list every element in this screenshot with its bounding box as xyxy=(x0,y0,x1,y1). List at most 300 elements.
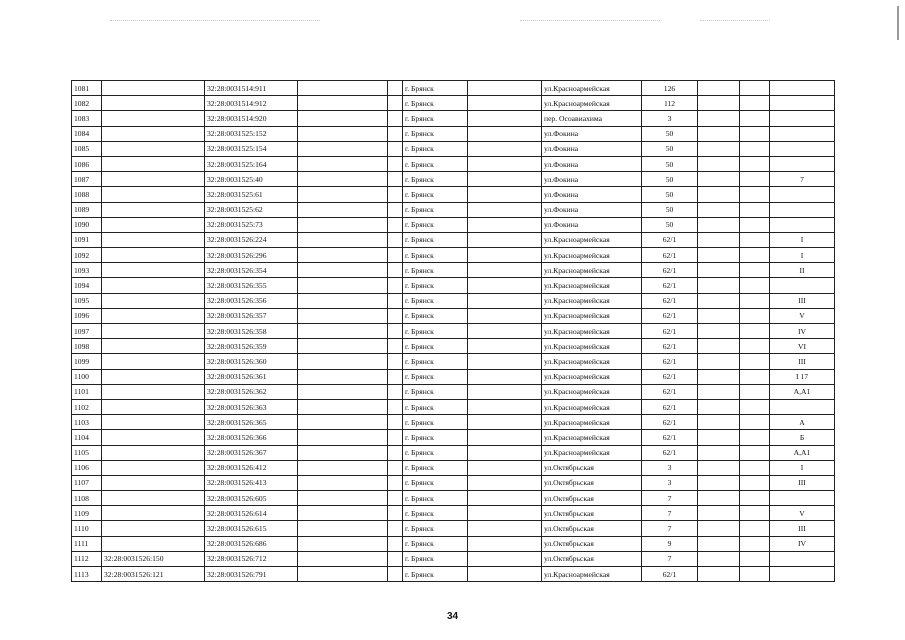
table-row xyxy=(72,430,835,445)
cell-empty xyxy=(298,567,388,582)
cell-empty xyxy=(698,293,740,308)
cell-cadastral-number: 32:28:0031526:354 xyxy=(205,263,298,278)
cell-building-letter xyxy=(770,81,835,96)
cell-empty xyxy=(698,263,740,278)
cell-building-letter xyxy=(770,141,835,156)
cell-empty xyxy=(298,217,388,232)
cell-house-number: 3 xyxy=(642,460,698,475)
cell-house-number: 62/1 xyxy=(642,278,698,293)
cell-empty xyxy=(740,126,770,141)
cell-street: ул.Фокина xyxy=(542,141,642,156)
cell-empty xyxy=(298,81,388,96)
cell-building-letter: А,А1 xyxy=(770,384,835,399)
table-row xyxy=(72,536,835,551)
cell-cadastral-number: 32:28:0031526:362 xyxy=(205,384,298,399)
cell-empty xyxy=(388,308,403,323)
cell-cadastral-number: 32:28:0031525:62 xyxy=(205,202,298,217)
cell-street: ул.Красноармейская xyxy=(542,430,642,445)
cell-building-letter: III xyxy=(770,475,835,490)
cell-empty xyxy=(740,202,770,217)
cell-cadastral-number: 32:28:0031525:154 xyxy=(205,141,298,156)
cell-previous-cadastral-number xyxy=(102,126,205,141)
cell-empty xyxy=(388,551,403,566)
cell-empty xyxy=(388,369,403,384)
cell-empty xyxy=(298,156,388,171)
cell-city: г. Брянск xyxy=(403,111,468,126)
cell-empty xyxy=(698,339,740,354)
cell-city: г. Брянск xyxy=(403,551,468,566)
cell-empty xyxy=(388,415,403,430)
cell-record-number: 1081 xyxy=(72,81,102,96)
cell-cadastral-number: 32:28:0031526:356 xyxy=(205,293,298,308)
cell-empty xyxy=(388,248,403,263)
cell-empty xyxy=(468,232,542,247)
cell-empty xyxy=(388,475,403,490)
cell-cadastral-number: 32:28:0031526:360 xyxy=(205,354,298,369)
cell-previous-cadastral-number xyxy=(102,156,205,171)
cell-house-number: 112 xyxy=(642,96,698,111)
cell-house-number: 62/1 xyxy=(642,369,698,384)
cell-city: г. Брянск xyxy=(403,369,468,384)
cell-empty xyxy=(468,111,542,126)
cell-street: ул.Красноармейская xyxy=(542,96,642,111)
cell-empty xyxy=(298,460,388,475)
cell-house-number: 50 xyxy=(642,172,698,187)
cell-record-number: 1102 xyxy=(72,399,102,414)
table-row xyxy=(72,263,835,278)
cell-street: ул.Красноармейская xyxy=(542,278,642,293)
cell-city: г. Брянск xyxy=(403,156,468,171)
property-registry-table xyxy=(71,80,835,582)
scan-noise xyxy=(520,20,660,22)
cell-empty xyxy=(298,96,388,111)
cell-previous-cadastral-number xyxy=(102,354,205,369)
table-row xyxy=(72,475,835,490)
cell-cadastral-number: 32:28:0031526:363 xyxy=(205,399,298,414)
cell-empty xyxy=(388,506,403,521)
cell-cadastral-number: 32:28:0031525:40 xyxy=(205,172,298,187)
cell-cadastral-number: 32:28:0031526:361 xyxy=(205,369,298,384)
cell-empty xyxy=(740,111,770,126)
cell-empty xyxy=(468,567,542,582)
cell-empty xyxy=(740,506,770,521)
cell-empty xyxy=(740,460,770,475)
cell-empty xyxy=(698,248,740,263)
cell-empty xyxy=(740,81,770,96)
cell-street: ул.Красноармейская xyxy=(542,384,642,399)
cell-building-letter xyxy=(770,567,835,582)
cell-street: ул.Красноармейская xyxy=(542,399,642,414)
cell-record-number: 1084 xyxy=(72,126,102,141)
cell-empty xyxy=(468,399,542,414)
cell-cadastral-number: 32:28:0031526:296 xyxy=(205,248,298,263)
cell-empty xyxy=(468,369,542,384)
cell-street: ул.Красноармейская xyxy=(542,354,642,369)
cell-empty xyxy=(298,293,388,308)
cell-street: ул.Красноармейская xyxy=(542,339,642,354)
cell-house-number: 62/1 xyxy=(642,324,698,339)
cell-empty xyxy=(388,354,403,369)
cell-cadastral-number: 32:28:0031526:366 xyxy=(205,430,298,445)
cell-previous-cadastral-number xyxy=(102,460,205,475)
cell-house-number: 7 xyxy=(642,491,698,506)
table-row xyxy=(72,141,835,156)
cell-record-number: 1099 xyxy=(72,354,102,369)
cell-city: г. Брянск xyxy=(403,521,468,536)
cell-empty xyxy=(468,536,542,551)
cell-empty xyxy=(740,172,770,187)
cell-house-number: 62/1 xyxy=(642,415,698,430)
cell-empty xyxy=(468,324,542,339)
cell-record-number: 1103 xyxy=(72,415,102,430)
cell-house-number: 62/1 xyxy=(642,567,698,582)
page-number: 34 xyxy=(446,611,459,622)
cell-building-letter: Б xyxy=(770,430,835,445)
cell-empty xyxy=(388,96,403,111)
cell-street: ул.Красноармейская xyxy=(542,232,642,247)
cell-empty xyxy=(388,339,403,354)
cell-building-letter: V xyxy=(770,308,835,323)
cell-street: ул.Красноармейская xyxy=(542,369,642,384)
cell-cadastral-number: 32:28:0031526:605 xyxy=(205,491,298,506)
cell-empty xyxy=(698,202,740,217)
cell-street: ул.Красноармейская xyxy=(542,248,642,263)
cell-street: ул.Октябрьская xyxy=(542,521,642,536)
cell-empty xyxy=(298,263,388,278)
cell-empty xyxy=(698,156,740,171)
cell-empty xyxy=(298,354,388,369)
cell-empty xyxy=(740,430,770,445)
cell-record-number: 1093 xyxy=(72,263,102,278)
cell-empty xyxy=(298,384,388,399)
cell-house-number: 7 xyxy=(642,551,698,566)
cell-cadastral-number: 32:28:0031526:712 xyxy=(205,551,298,566)
cell-empty xyxy=(468,460,542,475)
cell-city: г. Брянск xyxy=(403,354,468,369)
cell-empty xyxy=(698,551,740,566)
cell-empty xyxy=(698,354,740,369)
cell-record-number: 1085 xyxy=(72,141,102,156)
cell-record-number: 1091 xyxy=(72,232,102,247)
cell-building-letter xyxy=(770,551,835,566)
cell-record-number: 1097 xyxy=(72,324,102,339)
table-row xyxy=(72,232,835,247)
cell-empty xyxy=(740,324,770,339)
cell-city: г. Брянск xyxy=(403,460,468,475)
cell-previous-cadastral-number xyxy=(102,324,205,339)
cell-empty xyxy=(388,567,403,582)
cell-empty xyxy=(468,217,542,232)
cell-city: г. Брянск xyxy=(403,232,468,247)
cell-previous-cadastral-number xyxy=(102,81,205,96)
cell-empty xyxy=(740,384,770,399)
cell-cadastral-number: 32:28:0031526:614 xyxy=(205,506,298,521)
cell-previous-cadastral-number xyxy=(102,232,205,247)
cell-empty xyxy=(698,126,740,141)
cell-empty xyxy=(740,308,770,323)
cell-cadastral-number: 32:28:0031514:912 xyxy=(205,96,298,111)
cell-empty xyxy=(698,415,740,430)
cell-empty xyxy=(698,278,740,293)
cell-building-letter xyxy=(770,399,835,414)
cell-empty xyxy=(468,81,542,96)
cell-empty xyxy=(468,521,542,536)
cell-building-letter xyxy=(770,126,835,141)
cell-empty xyxy=(298,415,388,430)
cell-empty xyxy=(298,126,388,141)
cell-house-number: 62/1 xyxy=(642,399,698,414)
table-row xyxy=(72,172,835,187)
cell-empty xyxy=(740,339,770,354)
cell-empty xyxy=(698,536,740,551)
cell-street: ул.Красноармейская xyxy=(542,445,642,460)
cell-building-letter xyxy=(770,156,835,171)
cell-street: ул.Октябрьская xyxy=(542,506,642,521)
table-row xyxy=(72,248,835,263)
cell-street: ул.Октябрьская xyxy=(542,536,642,551)
cell-empty xyxy=(468,384,542,399)
cell-previous-cadastral-number xyxy=(102,293,205,308)
cell-house-number: 9 xyxy=(642,536,698,551)
cell-city: г. Брянск xyxy=(403,384,468,399)
cell-city: г. Брянск xyxy=(403,415,468,430)
cell-building-letter: III xyxy=(770,521,835,536)
cell-city: г. Брянск xyxy=(403,399,468,414)
cell-empty xyxy=(298,278,388,293)
table-row xyxy=(72,111,835,126)
cell-previous-cadastral-number xyxy=(102,263,205,278)
table-row xyxy=(72,445,835,460)
cell-cadastral-number: 32:28:0031526:412 xyxy=(205,460,298,475)
table-row xyxy=(72,187,835,202)
cell-house-number: 62/1 xyxy=(642,354,698,369)
cell-city: г. Брянск xyxy=(403,339,468,354)
cell-empty xyxy=(468,293,542,308)
cell-street: ул.Красноармейская xyxy=(542,567,642,582)
cell-city: г. Брянск xyxy=(403,187,468,202)
cell-empty xyxy=(388,263,403,278)
cell-empty xyxy=(468,172,542,187)
cell-previous-cadastral-number xyxy=(102,399,205,414)
cell-empty xyxy=(698,506,740,521)
table-row xyxy=(72,308,835,323)
cell-empty xyxy=(468,475,542,490)
table-row xyxy=(72,293,835,308)
cell-previous-cadastral-number xyxy=(102,202,205,217)
cell-empty xyxy=(388,217,403,232)
cell-previous-cadastral-number xyxy=(102,506,205,521)
cell-city: г. Брянск xyxy=(403,217,468,232)
cell-empty xyxy=(298,324,388,339)
cell-empty xyxy=(740,263,770,278)
table-row xyxy=(72,96,835,111)
cell-empty xyxy=(388,111,403,126)
cell-street: ул.Красноармейская xyxy=(542,324,642,339)
cell-empty xyxy=(740,399,770,414)
table-row xyxy=(72,217,835,232)
cell-empty xyxy=(740,187,770,202)
cell-empty xyxy=(298,172,388,187)
cell-previous-cadastral-number xyxy=(102,308,205,323)
cell-cadastral-number: 32:28:0031526:365 xyxy=(205,415,298,430)
cell-city: г. Брянск xyxy=(403,126,468,141)
cell-cadastral-number: 32:28:0031526:615 xyxy=(205,521,298,536)
cell-empty xyxy=(298,111,388,126)
cell-empty xyxy=(298,491,388,506)
cell-empty xyxy=(468,187,542,202)
cell-house-number: 50 xyxy=(642,126,698,141)
cell-empty xyxy=(468,339,542,354)
table-row xyxy=(72,506,835,521)
cell-record-number: 1108 xyxy=(72,491,102,506)
table-row xyxy=(72,354,835,369)
scan-noise xyxy=(700,20,770,22)
cell-empty xyxy=(468,354,542,369)
cell-empty xyxy=(740,293,770,308)
table-row xyxy=(72,324,835,339)
cell-empty xyxy=(698,324,740,339)
cell-record-number: 1110 xyxy=(72,521,102,536)
cell-empty xyxy=(698,111,740,126)
cell-house-number: 3 xyxy=(642,111,698,126)
cell-building-letter: IV xyxy=(770,324,835,339)
cell-cadastral-number: 32:28:0031526:358 xyxy=(205,324,298,339)
cell-street: ул.Фокина xyxy=(542,172,642,187)
cell-empty xyxy=(740,96,770,111)
cell-building-letter: II xyxy=(770,263,835,278)
cell-house-number: 50 xyxy=(642,187,698,202)
cell-empty xyxy=(740,521,770,536)
cell-city: г. Брянск xyxy=(403,172,468,187)
cell-city: г. Брянск xyxy=(403,248,468,263)
cell-previous-cadastral-number xyxy=(102,187,205,202)
cell-street: пер. Осоавиахима xyxy=(542,111,642,126)
cell-previous-cadastral-number xyxy=(102,339,205,354)
cell-cadastral-number: 32:28:0031526:791 xyxy=(205,567,298,582)
cell-empty xyxy=(698,308,740,323)
cell-empty xyxy=(740,415,770,430)
cell-street: ул.Октябрьская xyxy=(542,551,642,566)
cell-cadastral-number: 32:28:0031526:224 xyxy=(205,232,298,247)
cell-empty xyxy=(298,248,388,263)
cell-empty xyxy=(468,141,542,156)
cell-city: г. Брянск xyxy=(403,308,468,323)
cell-empty xyxy=(468,445,542,460)
cell-record-number: 1089 xyxy=(72,202,102,217)
cell-building-letter: I xyxy=(770,248,835,263)
cell-empty xyxy=(468,278,542,293)
cell-empty xyxy=(698,187,740,202)
cell-record-number: 1083 xyxy=(72,111,102,126)
cell-city: г. Брянск xyxy=(403,81,468,96)
cell-empty xyxy=(388,141,403,156)
cell-street: ул.Фокина xyxy=(542,187,642,202)
cell-empty xyxy=(740,536,770,551)
cell-previous-cadastral-number xyxy=(102,384,205,399)
cell-empty xyxy=(698,384,740,399)
cell-record-number: 1087 xyxy=(72,172,102,187)
cell-empty xyxy=(388,293,403,308)
cell-record-number: 1090 xyxy=(72,217,102,232)
cell-house-number: 62/1 xyxy=(642,339,698,354)
table-row xyxy=(72,156,835,171)
cell-empty xyxy=(388,460,403,475)
cell-record-number: 1086 xyxy=(72,156,102,171)
table-row xyxy=(72,126,835,141)
cell-cadastral-number: 32:28:0031526:355 xyxy=(205,278,298,293)
cell-empty xyxy=(740,475,770,490)
cell-empty xyxy=(298,551,388,566)
cell-empty xyxy=(388,430,403,445)
cell-house-number: 62/1 xyxy=(642,232,698,247)
cell-empty xyxy=(298,536,388,551)
cell-empty xyxy=(468,96,542,111)
cell-building-letter: А xyxy=(770,415,835,430)
cell-house-number: 50 xyxy=(642,141,698,156)
cell-empty xyxy=(388,81,403,96)
cell-empty xyxy=(468,248,542,263)
cell-empty xyxy=(468,551,542,566)
cell-cadastral-number: 32:28:0031514:920 xyxy=(205,111,298,126)
cell-house-number: 62/1 xyxy=(642,293,698,308)
cell-city: г. Брянск xyxy=(403,506,468,521)
cell-record-number: 1100 xyxy=(72,369,102,384)
cell-building-letter: I 17 xyxy=(770,369,835,384)
cell-building-letter xyxy=(770,202,835,217)
cell-record-number: 1092 xyxy=(72,248,102,263)
cell-building-letter xyxy=(770,491,835,506)
cell-building-letter: III xyxy=(770,354,835,369)
cell-house-number: 50 xyxy=(642,202,698,217)
cell-record-number: 1105 xyxy=(72,445,102,460)
cell-previous-cadastral-number xyxy=(102,111,205,126)
cell-record-number: 1096 xyxy=(72,308,102,323)
cell-house-number: 62/1 xyxy=(642,384,698,399)
cell-empty xyxy=(388,399,403,414)
cell-cadastral-number: 32:28:0031525:73 xyxy=(205,217,298,232)
cell-street: ул.Октябрьская xyxy=(542,491,642,506)
cell-previous-cadastral-number xyxy=(102,141,205,156)
cell-house-number: 62/1 xyxy=(642,445,698,460)
cell-street: ул.Красноармейская xyxy=(542,81,642,96)
cell-cadastral-number: 32:28:0031525:152 xyxy=(205,126,298,141)
cell-empty xyxy=(698,81,740,96)
cell-empty xyxy=(388,521,403,536)
cell-empty xyxy=(740,354,770,369)
cell-empty xyxy=(468,506,542,521)
cell-empty xyxy=(698,475,740,490)
cell-house-number: 7 xyxy=(642,506,698,521)
cell-city: г. Брянск xyxy=(403,293,468,308)
cell-empty xyxy=(698,96,740,111)
cell-city: г. Брянск xyxy=(403,491,468,506)
cell-previous-cadastral-number xyxy=(102,491,205,506)
cell-empty xyxy=(740,141,770,156)
cell-building-letter: I xyxy=(770,232,835,247)
cell-previous-cadastral-number xyxy=(102,430,205,445)
table-row xyxy=(72,551,835,566)
cell-cadastral-number: 32:28:0031514:911 xyxy=(205,81,298,96)
cell-city: г. Брянск xyxy=(403,263,468,278)
table-row xyxy=(72,567,835,582)
cell-empty xyxy=(388,126,403,141)
cell-city: г. Брянск xyxy=(403,445,468,460)
cell-empty xyxy=(468,491,542,506)
cell-street: ул.Фокина xyxy=(542,202,642,217)
cell-street: ул.Фокина xyxy=(542,126,642,141)
cell-cadastral-number: 32:28:0031525:61 xyxy=(205,187,298,202)
cell-empty xyxy=(298,339,388,354)
